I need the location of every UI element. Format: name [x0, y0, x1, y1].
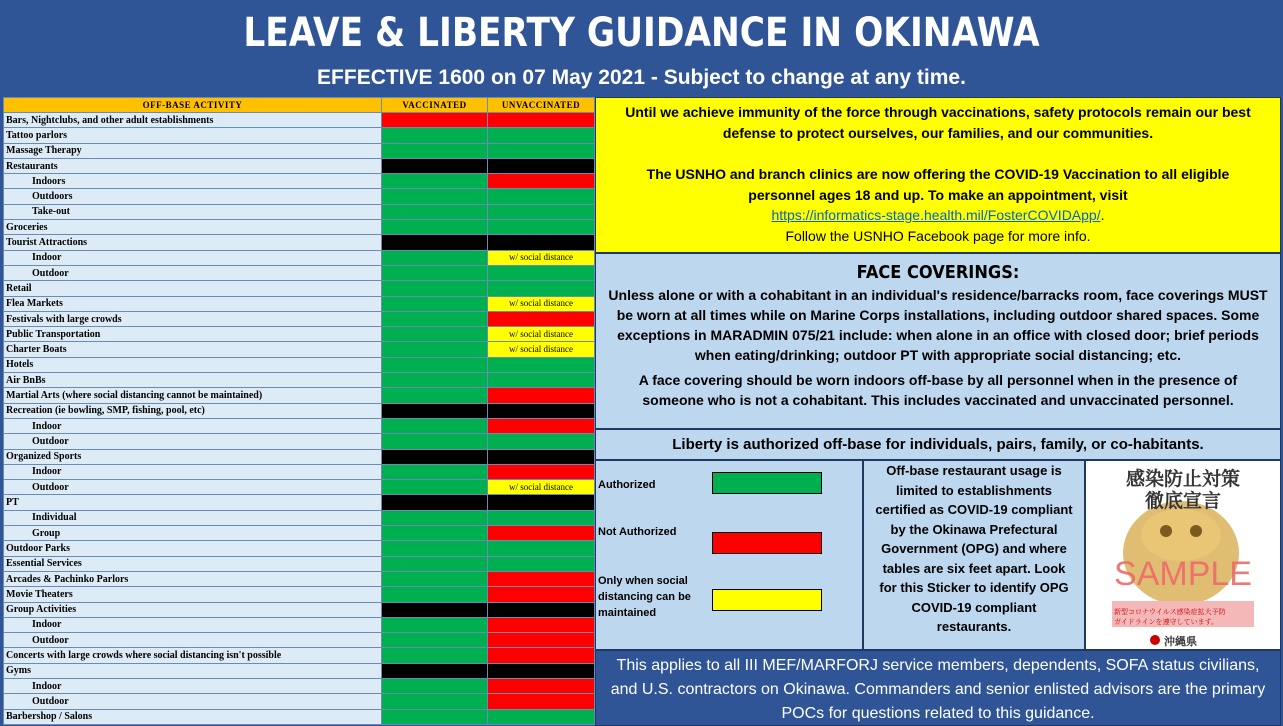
legend-social-label: Only when social distancing can be maintained: [598, 575, 691, 619]
vaccinated-status-cell: [382, 296, 488, 311]
vaccination-panel: [595, 97, 1281, 253]
vaccinated-status-cell: [382, 526, 488, 541]
activity-cell: Bars, Nightclubs, and other adult establishments: [4, 113, 382, 128]
unvaccinated-status-cell: [488, 434, 595, 449]
table-row: [4, 449, 595, 464]
activity-cell: Recreation (ie bowling, SMP, fishing, pool, etc): [4, 403, 382, 418]
table-row: [4, 143, 595, 158]
table-row: [4, 174, 595, 189]
unvaccinated-status-cell: [488, 265, 595, 280]
vaccinated-status-cell: [382, 587, 488, 602]
color-legend: [595, 460, 863, 650]
vaccinated-status-cell: [382, 189, 488, 204]
unvaccinated-status-cell: [488, 235, 595, 250]
unvaccinated-status-cell: [488, 709, 595, 724]
vaccinated-status-cell: [382, 388, 488, 403]
vaccinated-status-cell: [382, 204, 488, 219]
vaccinated-status-cell: [382, 357, 488, 372]
table-row: [4, 265, 595, 280]
table-row: [4, 250, 595, 265]
activity-cell: Tattoo parlors: [4, 128, 382, 143]
unvaccinated-status-cell: [488, 556, 595, 571]
vaccinated-status-cell: [382, 143, 488, 158]
vaccinated-status-cell: [382, 235, 488, 250]
table-row: [4, 327, 595, 342]
activity-cell: Outdoor Parks: [4, 541, 382, 556]
unvaccinated-status-cell: [488, 388, 595, 403]
activity-cell: Take-out: [4, 204, 382, 219]
restaurant-guidance: Off-base restaurant usage is limited to establishments certified as COVID-19 compliant by the Okinawa Prefectural Government (OPG) and where tables are six feet apart. Look for this Sticker to identify OPG COVID-19 compliant restaurants.: [863, 460, 1085, 650]
shisa-face: [1141, 509, 1221, 561]
table-row: [4, 587, 595, 602]
unvaccinated-status-cell: [488, 113, 595, 128]
activity-cell: Flea Markets: [4, 296, 382, 311]
vaccinated-status-cell: [382, 418, 488, 433]
table-row: [4, 602, 595, 617]
unvaccinated-status-cell: [488, 633, 595, 648]
table-row: [4, 158, 595, 173]
vaccinated-status-cell: [382, 633, 488, 648]
vaccinated-status-cell: [382, 311, 488, 326]
table-row: [4, 388, 595, 403]
unvaccinated-status-cell: [488, 418, 595, 433]
activity-cell: Public Transportation: [4, 327, 382, 342]
col-header-unvaccinated: UNVACCINATED: [488, 98, 595, 113]
activity-cell: Outdoor: [4, 480, 382, 495]
activity-cell: Gyms: [4, 663, 382, 678]
col-header-activity: OFF-BASE ACTIVITY: [4, 98, 382, 113]
sample-watermark: SAMPLE: [1114, 555, 1252, 593]
activity-cell: Outdoors: [4, 189, 382, 204]
activity-cell: Indoor: [4, 418, 382, 433]
table-row: [4, 617, 595, 632]
unvaccinated-status-cell: [488, 403, 595, 418]
vaccinated-status-cell: [382, 113, 488, 128]
unvaccinated-status-cell: [488, 204, 595, 219]
table-row: [4, 281, 595, 296]
vaccinated-status-cell: [382, 510, 488, 525]
vaccinated-status-cell: [382, 678, 488, 693]
activity-cell: Air BnBs: [4, 373, 382, 388]
table-row: [4, 418, 595, 433]
vaccinated-status-cell: [382, 250, 488, 265]
vaccinated-status-cell: [382, 602, 488, 617]
unvaccinated-status-cell: [488, 464, 595, 479]
legend-authorized-label: Authorized: [598, 479, 656, 491]
activity-table: [3, 97, 595, 725]
vaccinated-status-cell: [382, 617, 488, 632]
unvaccinated-status-cell: [488, 663, 595, 678]
activity-cell: Group Activities: [4, 602, 382, 617]
unvaccinated-status-cell: [488, 189, 595, 204]
activity-cell: Hotels: [4, 357, 382, 372]
table-row: [4, 510, 595, 525]
table-row: [4, 495, 595, 510]
vaccination-offer: The USNHO and branch clinics are now offering the COVID-19 Vaccination to all eligible personnel ages 18 and up. To make an appointment, visit: [646, 166, 1230, 203]
table-row: [4, 526, 595, 541]
vaccinated-status-cell: [382, 648, 488, 663]
unvaccinated-status-cell: [488, 220, 595, 235]
unvaccinated-status-cell: [488, 158, 595, 173]
table-row: [4, 373, 595, 388]
table-row: [4, 648, 595, 663]
activity-cell: Groceries: [4, 220, 382, 235]
unvaccinated-status-cell: w/ social distance: [488, 296, 595, 311]
sticker-prefecture: 沖縄県: [1164, 635, 1197, 648]
face-coverings-title: FACE COVERINGS:: [856, 262, 1020, 283]
activity-cell: Tourist Attractions: [4, 235, 382, 250]
table-row: [4, 342, 595, 357]
activity-cell: Essential Services: [4, 556, 382, 571]
shisa-eye-right: [1190, 525, 1202, 537]
unvaccinated-status-cell: [488, 357, 595, 372]
activity-cell: Outdoor: [4, 694, 382, 709]
face-coverings-para2: A face covering should be worn indoors off-base by all personnel when in the presence of someone who is not a cohabitant. This includes vaccinated and unvaccinated personnel.: [638, 372, 1238, 408]
legend-authorized-swatch: [712, 472, 822, 494]
opg-sticker: [1085, 460, 1281, 650]
unvaccinated-status-cell: w/ social distance: [488, 327, 595, 342]
unvaccinated-status-cell: [488, 143, 595, 158]
table-row: [4, 678, 595, 693]
unvaccinated-status-cell: [488, 648, 595, 663]
activity-cell: Organized Sports: [4, 449, 382, 464]
vaccinated-status-cell: [382, 434, 488, 449]
vaccinated-status-cell: [382, 327, 488, 342]
table-row: [4, 235, 595, 250]
vaccination-link[interactable]: https://informatics-stage.health.mil/FosterCOVIDApp/: [771, 207, 1101, 223]
table-row: [4, 204, 595, 219]
unvaccinated-status-cell: [488, 449, 595, 464]
vaccinated-status-cell: [382, 464, 488, 479]
unvaccinated-status-cell: [488, 128, 595, 143]
page-subtitle: EFFECTIVE 1600 on 07 May 2021 - Subject to change at any time.: [317, 66, 966, 89]
unvaccinated-status-cell: [488, 602, 595, 617]
face-coverings-panel: [595, 253, 1281, 429]
sticker-heading-1: 感染防止対策: [1125, 468, 1240, 490]
activity-cell: Movie Theaters: [4, 587, 382, 602]
activity-cell: Outdoor: [4, 633, 382, 648]
sticker-small-1: 新型コロナウイルス感染症拡大予防: [1114, 608, 1226, 616]
unvaccinated-status-cell: [488, 373, 595, 388]
sticker-heading-2: 徹底宣言: [1144, 490, 1221, 512]
table-row: [4, 480, 595, 495]
vaccinated-status-cell: [382, 403, 488, 418]
unvaccinated-status-cell: [488, 617, 595, 632]
unvaccinated-status-cell: w/ social distance: [488, 480, 595, 495]
unvaccinated-status-cell: [488, 174, 595, 189]
vaccinated-status-cell: [382, 174, 488, 189]
page-title: LEAVE & LIBERTY GUIDANCE IN OKINAWA: [243, 10, 1040, 56]
header-banner: [0, 0, 1283, 96]
activity-cell: Indoor: [4, 617, 382, 632]
activity-cell: Martial Arts (where social distancing cannot be maintained): [4, 388, 382, 403]
vaccinated-status-cell: [382, 571, 488, 586]
activity-cell: Outdoor: [4, 265, 382, 280]
activity-cell: Individual: [4, 510, 382, 525]
legend-not-authorized-label: Not Authorized: [598, 526, 677, 538]
table-row: [4, 189, 595, 204]
vaccinated-status-cell: [382, 663, 488, 678]
sticker-small-2: ガイドラインを遵守しています。: [1114, 618, 1219, 626]
unvaccinated-status-cell: [488, 541, 595, 556]
table-row: [4, 311, 595, 326]
vaccinated-status-cell: [382, 541, 488, 556]
activity-cell: PT: [4, 495, 382, 510]
vaccinated-status-cell: [382, 373, 488, 388]
table-row: [4, 709, 595, 724]
col-header-vaccinated: VACCINATED: [382, 98, 488, 113]
activity-cell: Charter Boats: [4, 342, 382, 357]
vaccinated-status-cell: [382, 449, 488, 464]
activity-cell: Indoor: [4, 678, 382, 693]
activity-cell: Outdoor: [4, 434, 382, 449]
footer-note: This applies to all III MEF/MARFORJ service members, dependents, SOFA status civilians, and U.S. contractors on Okinawa. Commanders and senior enlisted advisors are the primary POCs for questions related to this guidance.: [595, 650, 1281, 726]
unvaccinated-status-cell: [488, 495, 595, 510]
face-coverings-para1: Unless alone or with a cohabitant in an individual's residence/barracks room, face coverings MUST be worn at all times while on Marine Corps installations, including outdoor shared spaces. Some exceptions in MARADMIN 075/21 include: when alone in an office with closed door; brief periods when eating/drinking; outdoor PT with appropriate social distancing; etc.: [608, 287, 1268, 363]
activity-cell: Festivals with large crowds: [4, 311, 382, 326]
legend-not-authorized-swatch: [712, 532, 822, 554]
vaccinated-status-cell: [382, 556, 488, 571]
vaccinated-status-cell: [382, 220, 488, 235]
unvaccinated-status-cell: [488, 694, 595, 709]
table-row: [4, 464, 595, 479]
vaccinated-status-cell: [382, 709, 488, 724]
legend-social-swatch: [712, 589, 822, 611]
unvaccinated-status-cell: [488, 587, 595, 602]
liberty-banner: Liberty is authorized off-base for individuals, pairs, family, or co-habitants.: [595, 429, 1281, 460]
table-row: [4, 220, 595, 235]
activity-cell: Arcades & Pachinko Parlors: [4, 571, 382, 586]
link-suffix: .: [1100, 207, 1105, 223]
table-row: [4, 296, 595, 311]
unvaccinated-status-cell: [488, 281, 595, 296]
table-row: [4, 113, 595, 128]
vaccinated-status-cell: [382, 281, 488, 296]
unvaccinated-status-cell: [488, 571, 595, 586]
vaccinated-status-cell: [382, 265, 488, 280]
prefecture-emblem-icon: [1150, 635, 1160, 645]
activity-cell: Massage Therapy: [4, 143, 382, 158]
table-row: [4, 357, 595, 372]
unvaccinated-status-cell: w/ social distance: [488, 342, 595, 357]
table-row: [4, 128, 595, 143]
table-row: [4, 694, 595, 709]
activity-cell: Indoor: [4, 250, 382, 265]
table-row: [4, 556, 595, 571]
unvaccinated-status-cell: [488, 526, 595, 541]
vaccination-intro: Until we achieve immunity of the force through vaccinations, safety protocols remain our best defense to protect ourselves, our families, and our communities.: [625, 104, 1251, 141]
unvaccinated-status-cell: w/ social distance: [488, 250, 595, 265]
vaccinated-status-cell: [382, 495, 488, 510]
activity-cell: Concerts with large crowds where social distancing isn't possible: [4, 648, 382, 663]
vaccinated-status-cell: [382, 694, 488, 709]
table-row: [4, 633, 595, 648]
vaccinated-status-cell: [382, 342, 488, 357]
table-row: [4, 571, 595, 586]
unvaccinated-status-cell: [488, 678, 595, 693]
vaccinated-status-cell: [382, 128, 488, 143]
facebook-note: Follow the USNHO Facebook page for more info.: [785, 227, 1091, 244]
vaccinated-status-cell: [382, 480, 488, 495]
activity-cell: Barbershop / Salons: [4, 709, 382, 724]
table-row: [4, 663, 595, 678]
table-header-row: [4, 98, 595, 113]
activity-cell: Indoor: [4, 464, 382, 479]
activity-cell: Indoors: [4, 174, 382, 189]
activity-cell: Restaurants: [4, 158, 382, 173]
activity-cell: Group: [4, 526, 382, 541]
table-row: [4, 541, 595, 556]
unvaccinated-status-cell: [488, 311, 595, 326]
shisa-eye-left: [1160, 525, 1172, 537]
activity-cell: Retail: [4, 281, 382, 296]
unvaccinated-status-cell: [488, 510, 595, 525]
vaccinated-status-cell: [382, 158, 488, 173]
table-row: [4, 403, 595, 418]
table-row: [4, 434, 595, 449]
